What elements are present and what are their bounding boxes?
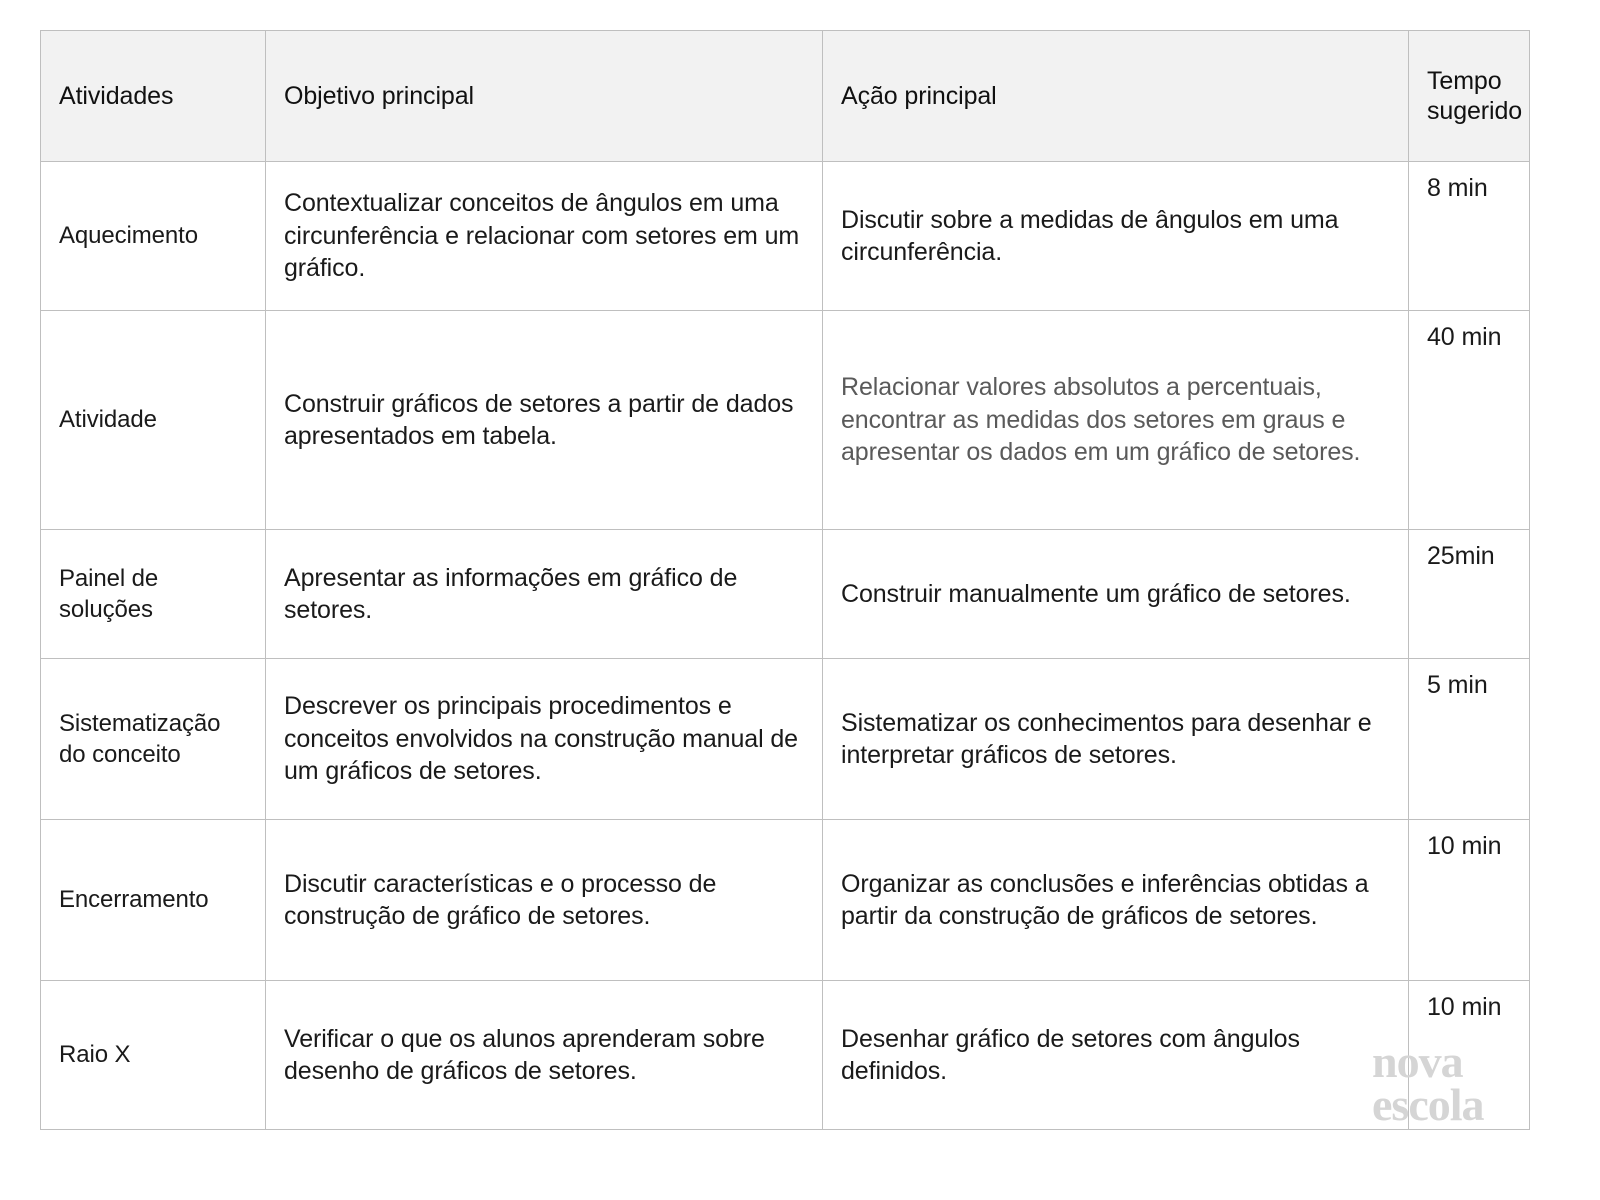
table-row <box>41 981 1530 1130</box>
table-row <box>41 659 1530 820</box>
cell-objective: Construir gráficos de setores a partir de dados apresentados em tabela. <box>266 311 823 530</box>
cell-action: Desenhar gráfico de setores com ângulos definidos. <box>823 981 1409 1130</box>
cell-activity: Atividade <box>41 311 266 530</box>
nova-escola-logo <box>1372 1036 1552 1131</box>
table-row <box>41 162 1530 311</box>
cell-action: Discutir sobre a medidas de ângulos em uma circunferência. <box>823 162 1409 311</box>
cell-activity: Raio X <box>41 981 266 1130</box>
cell-objective: Verificar o que os alunos aprenderam sobre desenho de gráficos de setores. <box>266 981 823 1130</box>
cell-activity: Sistematização do conceito <box>41 659 266 820</box>
cell-activity: Aquecimento <box>41 162 266 311</box>
table-row <box>41 820 1530 981</box>
cell-activity: Encerramento <box>41 820 266 981</box>
column-header-acao: Ação principal <box>823 31 1409 162</box>
activities-table <box>40 30 1530 1130</box>
cell-action: Organizar as conclusões e inferências obtidas a partir da construção de gráficos de setores. <box>823 820 1409 981</box>
cell-objective: Discutir características e o processo de construção de gráfico de setores. <box>266 820 823 981</box>
column-header-tempo: Tempo sugerido <box>1409 31 1530 162</box>
cell-objective: Descrever os principais procedimentos e conceitos envolvidos na construção manual de um gráficos de setores. <box>266 659 823 820</box>
table-body <box>41 162 1530 1130</box>
cell-time: 25min <box>1409 530 1530 659</box>
logo-line-nova: nova <box>1372 1036 1463 1087</box>
cell-objective: Contextualizar conceitos de ângulos em uma circunferência e relacionar com setores em um gráfico. <box>266 162 823 311</box>
column-header-objetivo: Objetivo principal <box>266 31 823 162</box>
cell-action: Sistematizar os conhecimentos para desenhar e interpretar gráficos de setores. <box>823 659 1409 820</box>
column-header-atividades: Atividades <box>41 31 266 162</box>
cell-activity: Painel de soluções <box>41 530 266 659</box>
cell-action: Construir manualmente um gráfico de setores. <box>823 530 1409 659</box>
table-header <box>41 31 1530 162</box>
cell-action: Relacionar valores absolutos a percentuais, encontrar as medidas dos setores em graus e apresentar os dados em um gráfico de setores. <box>823 311 1409 530</box>
cell-objective: Apresentar as informações em gráfico de setores. <box>266 530 823 659</box>
cell-time: 10 min <box>1409 981 1530 1130</box>
logo-line-escola: escola <box>1372 1079 1484 1131</box>
header-row <box>41 31 1530 162</box>
cell-time: 5 min <box>1409 659 1530 820</box>
table-row <box>41 530 1530 659</box>
cell-time: 10 min <box>1409 820 1530 981</box>
table-row <box>41 311 1530 530</box>
cell-time: 8 min <box>1409 162 1530 311</box>
cell-time: 40 min <box>1409 311 1530 530</box>
